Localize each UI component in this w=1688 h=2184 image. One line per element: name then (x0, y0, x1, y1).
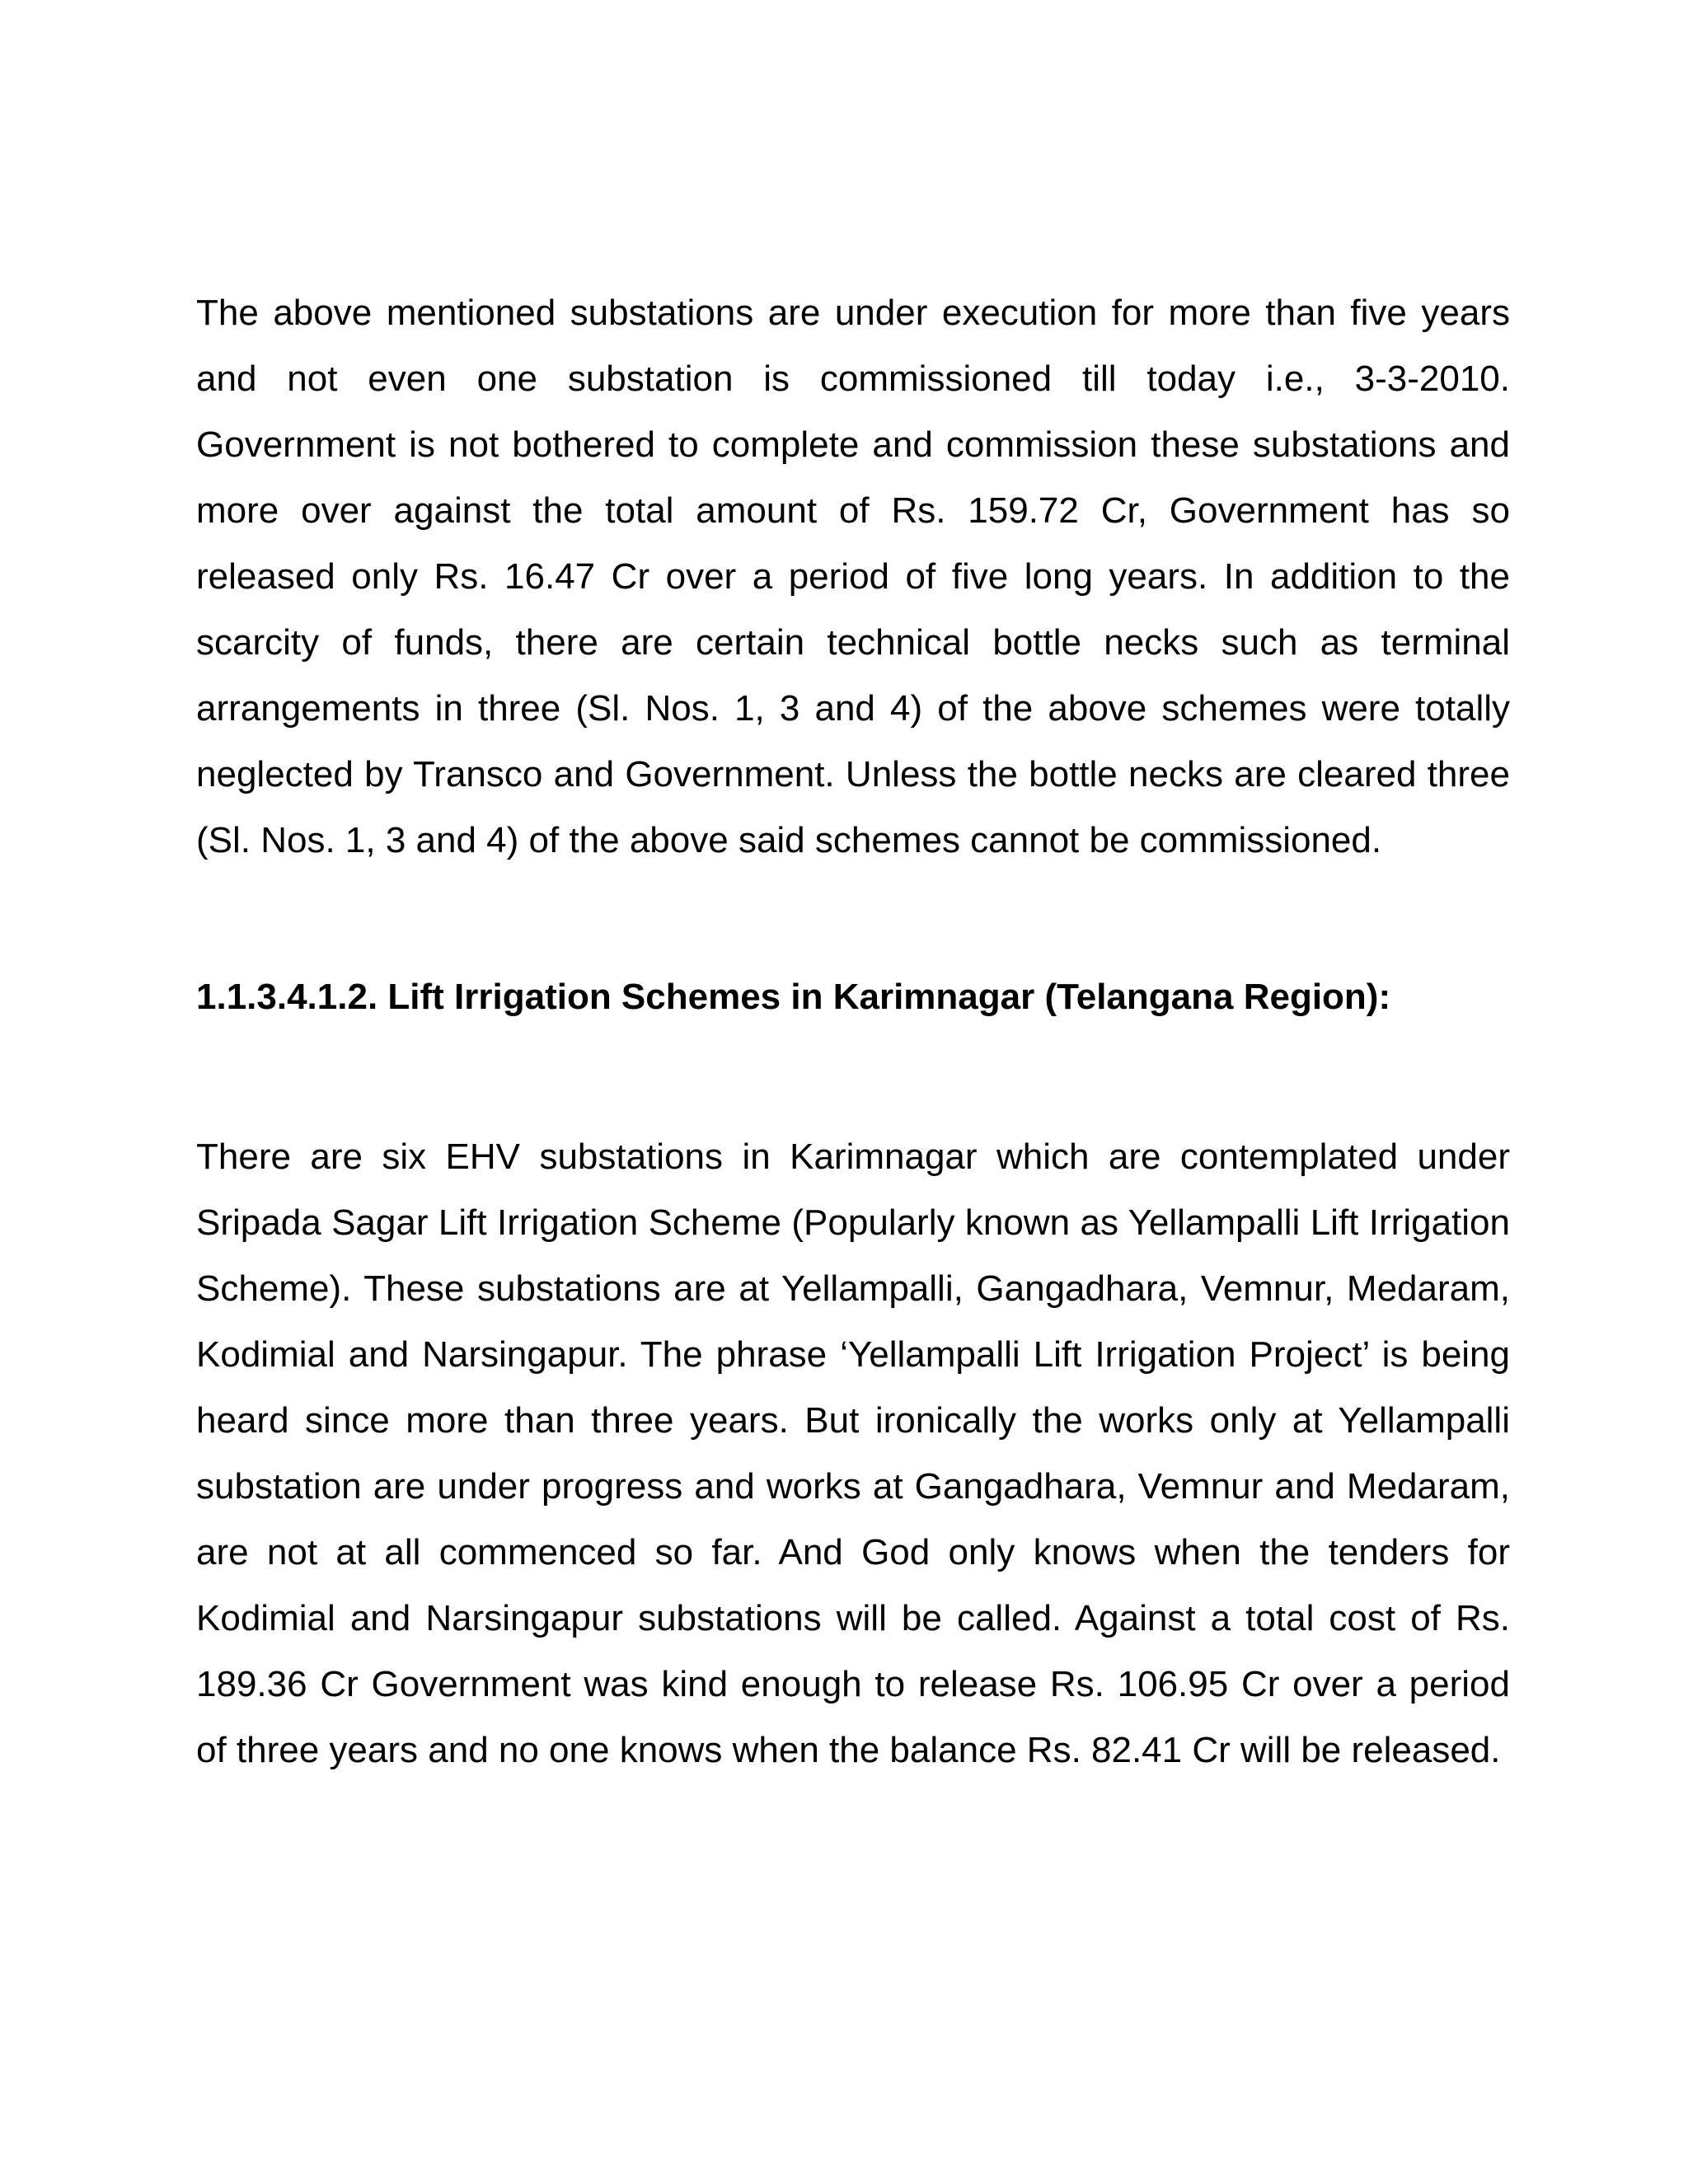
paragraph-karimnagar-schemes: There are six EHV substations in Karimnagar which are contemplated under Sripada Sagar Lift Irrigation Scheme (Popularly known as Yellampalli Lift Irrigation Scheme). These substations are at Yellampalli, Gangadhara, Vemnur, Medaram, Kodimial and Narsingapur. The phrase ‘Yellampalli Lift Irrigation Project’ is being heard since more than three years. But ironically the works only at Yellampalli substation are under progress and works at Gangadhara, Vemnur and Medaram, are not at all commenced so far. And God only knows when the tenders for Kodimial and Narsingapur substations will be called. Against a total cost of Rs. 189.36 Cr Government was kind enough to release Rs. 106.95 Cr over a period of three years and no one knows when the balance Rs. 82.41 Cr will be released. (196, 1137, 1510, 1770)
document-body (196, 280, 1510, 1783)
section-heading: 1.1.3.4.1.2. Lift Irrigation Schemes in Karimnagar (Telangana Region): (196, 977, 1391, 1017)
paragraph-substations-status: The above mentioned substations are under execution for more than five years and not even one substation is commissioned till today i.e., 3-3-2010. Government is not bothered to complete and commission these substations and more over against the total amount of Rs. 159.72 Cr, Government has so released only Rs. 16.47 Cr over a period of five long years. In addition to the scarcity of funds, there are certain technical bottle necks such as terminal arrangements in three (Sl. Nos. 1, 3 and 4) of the above schemes were totally neglected by Transco and Government. Unless the bottle necks are cleared three (Sl. Nos. 1, 3 and 4) of the above said schemes cannot be commissioned. (196, 293, 1510, 860)
